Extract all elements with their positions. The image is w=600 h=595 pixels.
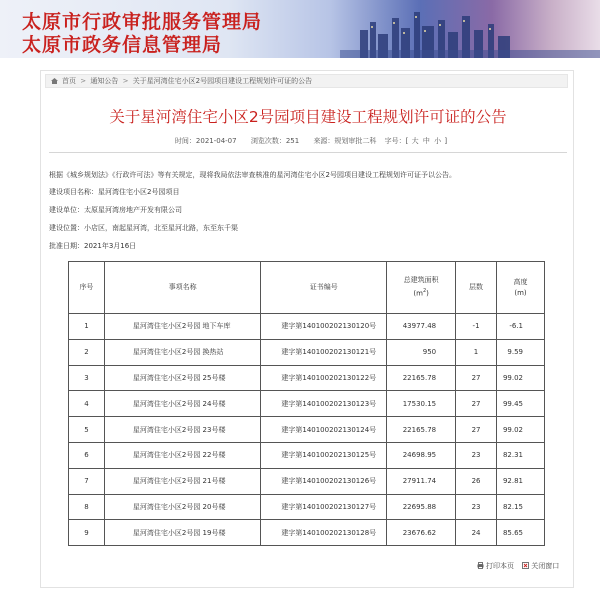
print-button[interactable] (477, 562, 516, 570)
breadcrumb-current: 关于星河湾住宅小区2号园项目建设工程规划许可证的公告 (132, 77, 313, 85)
cell-height: 99.02 (496, 417, 544, 443)
close-icon (522, 562, 529, 569)
breadcrumb (45, 74, 568, 88)
table-row (69, 494, 545, 520)
cell-floors: 23 (456, 494, 497, 520)
header-floors: 层数 (456, 262, 497, 314)
cell-total-area: 43977.48 (387, 314, 456, 340)
cell-item-name: 星河湾住宅小区2号园 25号楼 (104, 365, 260, 391)
cell-cert-number: 建字第140100202130127号 (261, 494, 387, 520)
table-row (69, 520, 545, 546)
header-height-label: 高度 (513, 277, 528, 286)
cell-total-area: 24698.95 (387, 442, 456, 468)
table-header-row (69, 262, 545, 314)
header-item-name: 事项名称 (104, 262, 260, 314)
publish-time: 时间：2021-04-07 (174, 137, 237, 145)
cell-item-name: 星河湾住宅小区2号园 地下车库 (104, 314, 260, 340)
cell-item-name: 星河湾住宅小区2号园 22号楼 (104, 442, 260, 468)
table-row (69, 417, 545, 443)
breadcrumb-home-link[interactable]: 首页 (62, 77, 76, 85)
cell-item-name: 星河湾住宅小区2号园 20号楼 (104, 494, 260, 520)
cell-height: 85.65 (496, 520, 544, 546)
view-count: 浏览次数：251 (250, 137, 300, 145)
cell-floors: 24 (456, 520, 497, 546)
table-row (69, 391, 545, 417)
project-location: 建设位置：小店区，南起星河湾，北至星河北路，东至东千渠 (49, 224, 238, 232)
print-label: 打印本页 (486, 562, 514, 570)
cell-floors: 1 (456, 339, 497, 365)
cell-height: 9.59 (496, 339, 544, 365)
cell-seq: 7 (69, 468, 105, 494)
header-height (496, 262, 544, 314)
cell-cert-number: 建字第140100202130126号 (261, 468, 387, 494)
cell-item-name: 星河湾住宅小区2号园 21号楼 (104, 468, 260, 494)
cell-cert-number: 建字第140100202130121号 (261, 339, 387, 365)
header-total-area (387, 262, 456, 314)
cell-cert-number: 建字第140100202130124号 (261, 417, 387, 443)
table-row (69, 339, 545, 365)
cell-height: 99.45 (496, 391, 544, 417)
close-window-button[interactable] (522, 562, 559, 570)
cell-height: -6.1 (496, 314, 544, 340)
header-seq: 序号 (69, 262, 105, 314)
page-tools (471, 561, 559, 571)
cell-height: 82.31 (496, 442, 544, 468)
cell-cert-number: 建字第140100202130122号 (261, 365, 387, 391)
print-icon (477, 562, 484, 569)
breadcrumb-separator: > (80, 77, 87, 85)
cell-floors: -1 (456, 314, 497, 340)
approval-date: 批准日期：2021年3月16日 (49, 242, 137, 250)
cell-total-area: 22165.78 (387, 417, 456, 443)
cell-floors: 26 (456, 468, 497, 494)
city-skyline-image (340, 0, 600, 58)
cell-item-name: 星河湾住宅小区2号园 19号楼 (104, 520, 260, 546)
cell-seq: 9 (69, 520, 105, 546)
close-label: 关闭窗口 (531, 562, 560, 570)
table-row (69, 314, 545, 340)
home-icon (51, 78, 58, 84)
font-size-label: 字号：[ (384, 137, 409, 145)
cell-cert-number: 建字第140100202130123号 (261, 391, 387, 417)
cell-seq: 1 (69, 314, 105, 340)
cell-height: 92.81 (496, 468, 544, 494)
table-row (69, 442, 545, 468)
cell-seq: 6 (69, 442, 105, 468)
banner-title-info-bureau: 太原市政务信息管理局 (22, 34, 223, 56)
cell-seq: 4 (69, 391, 105, 417)
breadcrumb-separator: > (122, 77, 129, 85)
cell-total-area: 22165.78 (387, 365, 456, 391)
cell-total-area: 950 (387, 339, 456, 365)
cell-total-area: 22695.88 (387, 494, 456, 520)
cell-cert-number: 建字第140100202130128号 (261, 520, 387, 546)
font-size-close-bracket: ] (444, 137, 448, 145)
cell-seq: 5 (69, 417, 105, 443)
article-title: 关于星河湾住宅小区2号园项目建设工程规划许可证的公告 (109, 108, 507, 126)
font-size-medium[interactable]: 中 (422, 137, 430, 145)
cell-floors: 27 (456, 365, 497, 391)
cell-height: 82.15 (496, 494, 544, 520)
article-container (40, 70, 574, 588)
cell-item-name: 星河湾住宅小区2号园 换热站 (104, 339, 260, 365)
cell-floors: 27 (456, 417, 497, 443)
cell-floors: 23 (456, 442, 497, 468)
cell-floors: 27 (456, 391, 497, 417)
cell-seq: 3 (69, 365, 105, 391)
header-total-area-label: 总建筑面积 (403, 276, 439, 285)
project-name: 建设项目名称：星河湾住宅小区2号园项目 (49, 188, 180, 196)
cell-total-area: 17530.15 (387, 391, 456, 417)
cell-total-area: 23676.62 (387, 520, 456, 546)
table-row (69, 365, 545, 391)
table-row (69, 468, 545, 494)
divider (49, 152, 567, 153)
font-size-large[interactable]: 大 (411, 137, 419, 145)
cell-item-name: 星河湾住宅小区2号园 24号楼 (104, 391, 260, 417)
cell-cert-number: 建字第140100202130125号 (261, 442, 387, 468)
cell-total-area: 27911.74 (387, 468, 456, 494)
header-total-area-unit: $(m^2)$ (413, 288, 429, 298)
breadcrumb-section-link[interactable]: 通知公告 (90, 77, 119, 85)
developer: 建设单位：太原星河湾房地产开发有限公司 (49, 206, 182, 214)
permit-table (68, 261, 545, 546)
cell-seq: 2 (69, 339, 105, 365)
cell-seq: 8 (69, 494, 105, 520)
banner-title-bureau: 太原市行政审批服务管理局 (22, 11, 263, 33)
intro-paragraph: 根据《城乡规划法》《行政许可法》等有关规定，现将我局依法审查核准的星河湾住宅小区2号园项目建设工程规划许可证予以公告。 (49, 171, 456, 179)
cell-height: 99.02 (496, 365, 544, 391)
article-source: 来源：规划审批二科 (313, 137, 377, 145)
font-size-control (385, 137, 447, 145)
cell-item-name: 星河湾住宅小区2号园 23号楼 (104, 417, 260, 443)
cell-cert-number: 建字第140100202130120号 (261, 314, 387, 340)
font-size-small[interactable]: 小 (434, 137, 442, 145)
site-banner (0, 0, 600, 58)
header-height-unit: (m) (514, 288, 527, 297)
header-cert-number: 证书编号 (261, 262, 387, 314)
article-meta (41, 136, 575, 146)
